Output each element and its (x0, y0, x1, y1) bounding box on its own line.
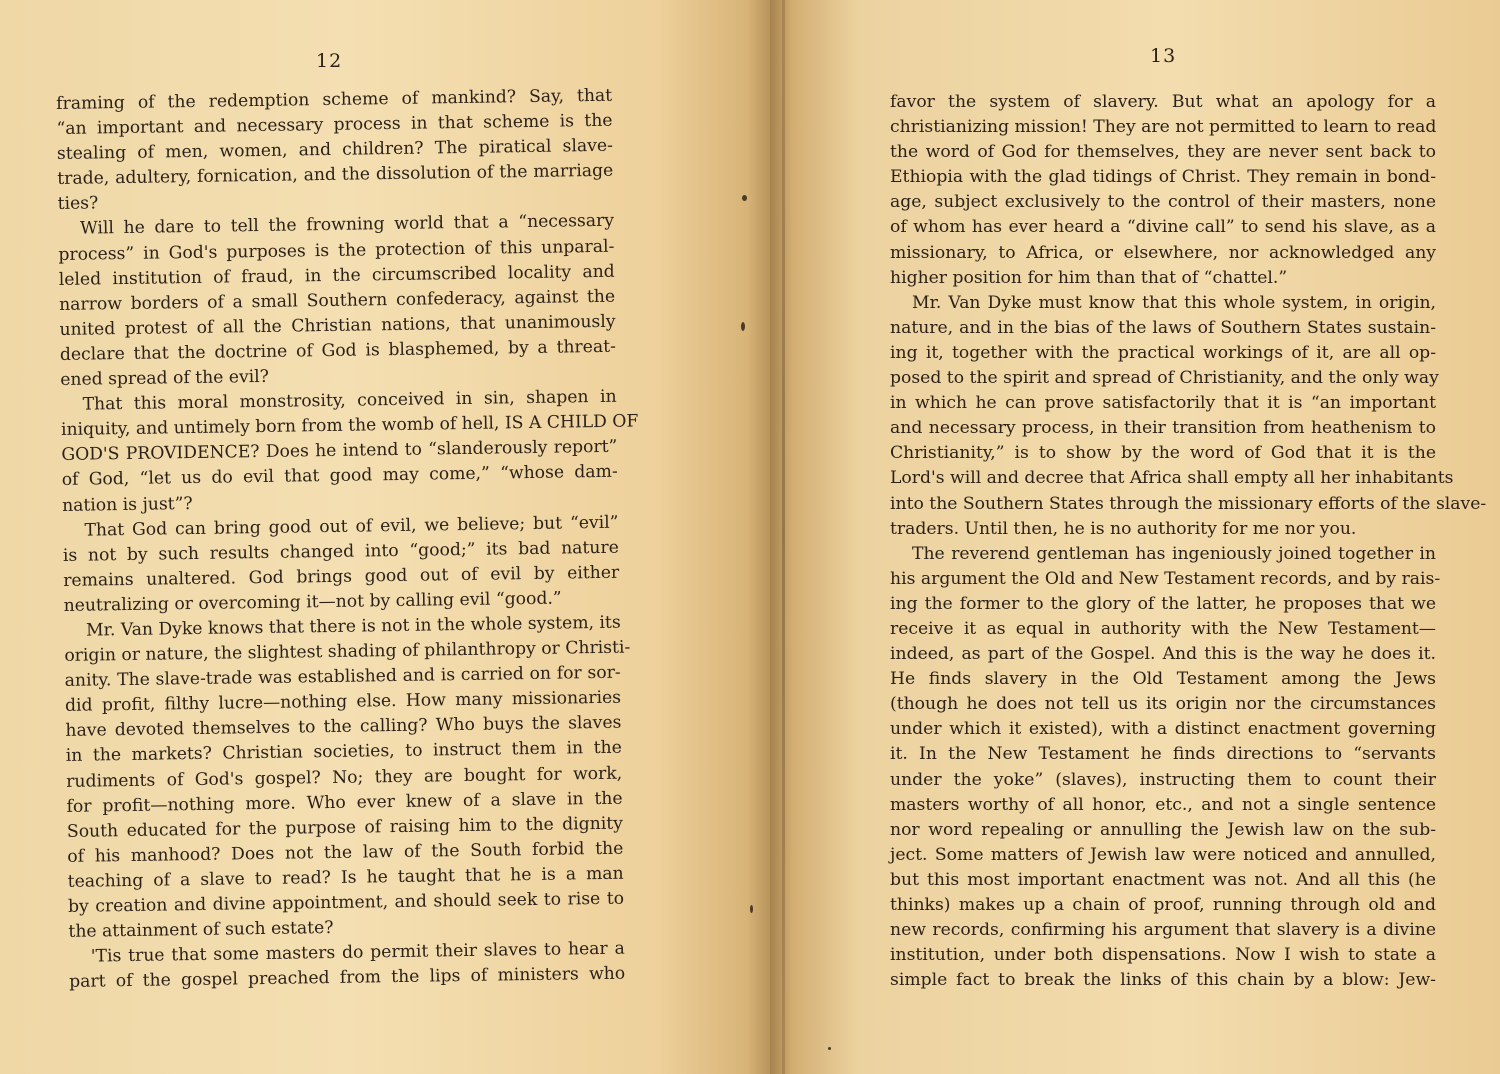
right-page-text (890, 90, 1487, 993)
text-line: declare that the doctrine of God is blasphemed, by a threat- (59, 336, 616, 365)
text-line: simple fact to break the links of this chain by a blow: Jew- (890, 970, 1436, 991)
text-line: under which it existed), with a distinct enactment governing (890, 719, 1436, 740)
left-page-number: 12 (316, 50, 343, 72)
text-line: thinks) makes up a chain of proof, running through old and (890, 895, 1436, 915)
text-line: it. In the New Testament he finds directions to “servants (890, 744, 1436, 765)
text-line: nature, and in the bias of the laws of Southern States sustain- (890, 317, 1436, 338)
text-line: part of the gospel preached from the lips of ministers who (69, 963, 626, 993)
text-line: remains unaltered. God brings good out of evil by either (63, 562, 620, 591)
paper-speck (828, 1047, 831, 1050)
text-line: narrow borders of a small Southern confederacy, against the (59, 286, 616, 315)
text-line: Will he dare to tell the frowning world that a “necessary (79, 211, 615, 240)
paper-speck (741, 322, 745, 331)
text-line: of whom has ever heard a “divine call” to send his slave, as a (890, 217, 1436, 238)
text-line: Mr. Van Dyke knows that there is not in the whole system, its (85, 612, 621, 641)
text-line: nor word repealing or annulling the Jewish law on the sub- (890, 819, 1436, 840)
left-page-text (56, 84, 639, 996)
paper-speck (742, 195, 747, 201)
text-line: leled institution of fraud, in the circumscribed locality and (58, 261, 615, 290)
text-line: Mr. Van Dyke must know that this whole system, in origin, (912, 292, 1436, 313)
text-line: framing of the redemption scheme of mankind? Say, that (56, 85, 613, 114)
right-page-number: 13 (1150, 45, 1177, 67)
text-line: united protest of all the Christian nations, that unanimously (59, 311, 616, 340)
text-line: his argument the Old and New Testament records, and by rais- (890, 568, 1441, 589)
text-line: ing the former to the glory of the latter, he proposes that we (890, 593, 1436, 614)
text-line: ties? (57, 193, 99, 215)
text-line: iniquity, and untimely born from the womb of hell, IS A CHILD OF (60, 411, 639, 441)
text-line: in the markets? Christian societies, to instruct them in the (65, 738, 622, 767)
text-line: origin or nature, the slightest shading of philanthropy or Christi- (64, 637, 631, 666)
text-line: of his manhood? Does not the law of the South forbid the (67, 838, 624, 867)
text-line: the attainment of such estate? (68, 918, 334, 943)
text-line: That this moral monstrosity, conceived in sin, shapen in (82, 386, 617, 415)
text-line: “an important and necessary process in that scheme is the (56, 110, 613, 140)
text-line: traders. Until then, he is no authority for me nor you. (890, 518, 1357, 539)
text-line: (though he does not tell us its origin nor the circumstances (890, 694, 1436, 715)
text-line: missionary, to Africa, or elsewhere, nor acknowledged any (890, 242, 1436, 263)
book-gutter (782, 0, 785, 1074)
text-line: of God, “let us do evil that good may come,” “whose dam- (61, 462, 618, 491)
text-line: into the Southern States through the missionary efforts of the slave- (890, 493, 1487, 514)
text-line: Ethiopia with the glad tidings of Christ. They remain in bond- (890, 167, 1436, 188)
paper-speck (750, 905, 753, 913)
text-line: is not by such results changed into “good;” its bad nature (62, 537, 619, 566)
text-line: stealing of men, women, and children? The piratical slave- (56, 135, 614, 165)
text-line: nation is just”? (61, 493, 193, 516)
text-line: new records, confirming his argument that slavery is a divine (890, 920, 1436, 941)
text-line: but this most important enactment was not. And all this (he (890, 869, 1436, 890)
text-line: ened spread of the evil? (60, 366, 270, 390)
text-line: indeed, as part of the Gospel. And this is the way he does it. (890, 644, 1436, 665)
text-line: South educated for the purpose of raising him to the dignity (66, 813, 624, 842)
text-line: teaching of a slave to read? Is he taught that he is a man (67, 863, 624, 892)
text-line: the word of God for themselves, they are never sent back to (890, 142, 1436, 163)
text-line: 'Tis true that some masters do permit their slaves to hear a (90, 938, 625, 967)
text-line: posed to the spirit and spread of Christianity, and the only way (890, 368, 1439, 389)
text-line: process” in God's purposes is the protection of this unparal- (58, 236, 615, 265)
text-line: rudiments of God's gospel? No; they are bought for work, (66, 763, 623, 792)
text-line: ing it, together with the practical workings of it, are all op- (890, 342, 1436, 363)
text-line: have devoted themselves to the calling? Who buys the slaves (65, 713, 622, 742)
text-line: The reverend gentleman has ingeniously joined together in (912, 543, 1436, 564)
text-line: Christianity,” is to show by the word of God that it is the (890, 443, 1436, 464)
text-line: for profit—nothing more. Who ever knew of a slave in the (66, 788, 623, 817)
text-line: higher position for him than that of “chattel.” (890, 267, 1288, 288)
text-line: masters worthy of all honor, etc., and not a single sentence (890, 794, 1436, 815)
text-line: receive it as equal in authority with the New Testament— (890, 618, 1436, 639)
text-line: anity. The slave-trade was established and is carried on for sor- (64, 662, 621, 692)
text-line: favor the system of slavery. But what an apology for a (890, 92, 1436, 112)
text-line: Lord's will and decree that Africa shall empty all her inhabitants (890, 468, 1454, 489)
text-line: ject. Some matters of Jewish law were noticed and annulled, (890, 844, 1436, 865)
text-line: in which he can prove satisfactorily that it is “an important (890, 393, 1436, 414)
text-line: institution, under both dispensations. Now I wish to state a (890, 945, 1436, 966)
text-line: neutralizing or overcoming it—not by calling evil “good.” (63, 588, 562, 616)
text-line: and necessary process, in their transition from heathenism to (890, 418, 1436, 439)
text-line: He finds slavery in the Old Testament among the Jews (890, 669, 1436, 690)
text-line: by creation and divine appointment, and should seek to rise to (67, 888, 625, 917)
text-line: That God can bring good out of evil, we believe; but “evil” (84, 512, 619, 541)
text-line: under the yoke” (slaves), instructing them to count their (890, 769, 1436, 790)
text-line: trade, adultery, fornication, and the dissolution of the marriage (57, 161, 614, 190)
text-line: GOD'S PROVIDENCE? Does he intend to “slanderously report” (61, 437, 618, 466)
text-line: did profit, filthy lucre—nothing else. How many missionaries (64, 687, 622, 717)
text-line: christianizing mission! They are not permitted to learn to read (890, 117, 1437, 138)
text-line: age, subject exclusively to the control of their masters, none (890, 192, 1436, 213)
